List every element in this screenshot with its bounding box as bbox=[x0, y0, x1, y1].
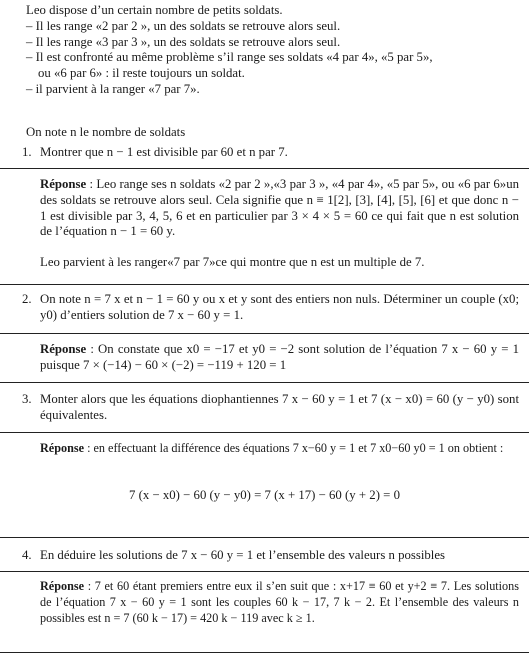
question-text: Monter alors que les équations diophantiennes 7 x − 60 y = 1 et 7 (x − x0) = 60 (y − y0) sont équivalentes. bbox=[40, 392, 519, 422]
divider bbox=[0, 432, 529, 433]
answer-3 bbox=[40, 441, 519, 457]
intro-bullet: – Il les range «3 par 3 », un des soldats se retrouve alors seul. bbox=[26, 34, 341, 49]
question-number: 2. bbox=[22, 292, 32, 306]
question-text: On note n = 7 x et n − 1 = 60 y ou x et y sont des entiers non nuls. Déterminer un couple (x0; y0) d’entiers solution de 7 x − 60 y = 1. bbox=[40, 292, 519, 322]
answer-label: Réponse bbox=[40, 579, 85, 593]
answer-1 bbox=[40, 177, 519, 271]
answer-4 bbox=[40, 579, 519, 626]
answer-label: Réponse bbox=[40, 177, 87, 191]
divider bbox=[0, 571, 529, 572]
answer-text: Leo parvient à les ranger«7 par 7»ce qui montre que n est un multiple de 7. bbox=[40, 255, 425, 270]
question-number: 4. bbox=[22, 548, 32, 562]
answer-label: Réponse bbox=[40, 441, 85, 455]
answer-text: : On constate que x0 = −17 et y0 = −2 sont solution de l’équation 7 x − 60 y = 1 puisque 7 × (−14) − 60 × (−2) = −119 + 120 = 1 bbox=[40, 342, 519, 372]
divider bbox=[0, 382, 529, 383]
problem-intro bbox=[26, 3, 521, 98]
intro-bullet: – il parvient à la ranger «7 par 7». bbox=[26, 81, 200, 96]
answer-2 bbox=[40, 342, 519, 374]
divider bbox=[0, 537, 529, 538]
intro-bullet: – Il les range «2 par 2 », un des soldats se retrouve alors seul. bbox=[26, 18, 341, 33]
question-text: En déduire les solutions de 7 x − 60 y = 1 et l’ensemble des valeurs n possibles bbox=[40, 548, 446, 562]
question-text: Montrer que n − 1 est divisible par 60 et n par 7. bbox=[40, 145, 288, 159]
divider bbox=[0, 333, 529, 334]
notation-line: On note n le nombre de soldats bbox=[26, 125, 186, 139]
equation: 7 (x − x0) − 60 (y − y0) = 7 (x + 17) − 60 (y + 2) = 0 bbox=[129, 488, 400, 502]
answer-text: : 7 et 60 étant premiers entre eux il s’en suit que : x+17 ≡ 60 et y+2 ≡ 7. Les solutions de l’équation 7 x − 60 y = 1 sont les couples 60 k − 17, 7 k − 2. Et l’ensemble des valeurs n possibles est n = 7 (60 k − 17) = 420 k − 119 avec k ≥ 1. bbox=[40, 579, 519, 625]
divider bbox=[0, 168, 529, 169]
intro-bullet: – Il est confronté au même problème s’il range ses soldats «4 par 4», «5 par 5», bbox=[26, 50, 433, 65]
question-number: 3. bbox=[22, 392, 32, 406]
intro-bullet-continued: ou «6 par 6» : il reste toujours un soldat. bbox=[38, 66, 245, 81]
answer-text: : en effectuant la différence des équations 7 x−60 y = 1 et 7 x0−60 y0 = 1 on obtient : bbox=[84, 441, 504, 455]
answer-text: : Leo range ses n soldats «2 par 2 »,«3 par 3 », «4 par 4», «5 par 5», ou «6 par 6»un des soldats se retrouve alors seul. Cela signifie que n ≡ 1[2], [3], [4], [5], [6] et que donc n − 1 est divisible par 3, 4, 5, 6 et en particulier par 3 × 4 × 5 = 60 ce qui fait que n est solution de l’équation n − 1 = 60 y. bbox=[40, 177, 519, 239]
divider bbox=[0, 284, 529, 285]
answer-label: Réponse bbox=[40, 342, 87, 356]
intro-line: Leo dispose d’un certain nombre de petits soldats. bbox=[26, 3, 283, 17]
question-number: 1. bbox=[22, 145, 32, 159]
divider bbox=[0, 652, 529, 653]
